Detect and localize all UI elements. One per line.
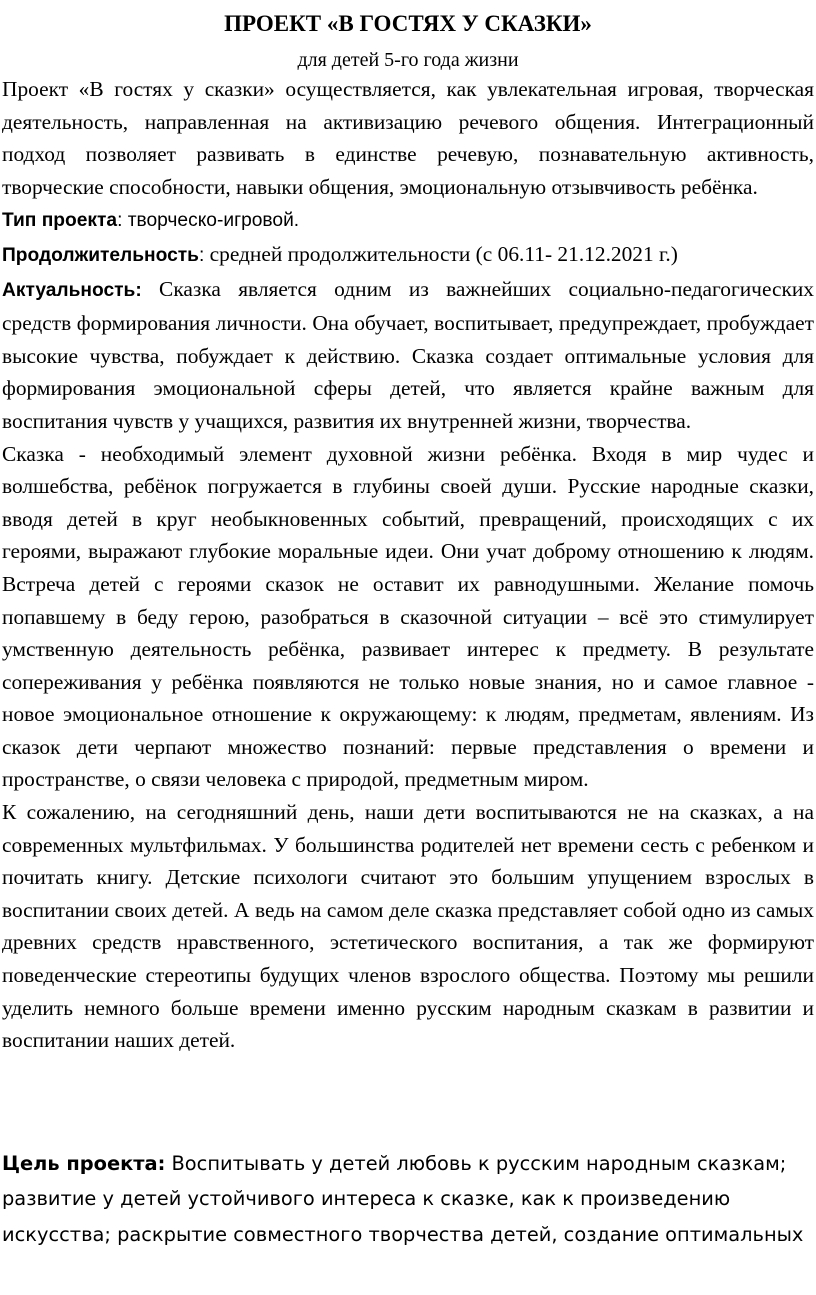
project-duration-line: [2, 238, 814, 273]
project-goal-section: [2, 1146, 814, 1252]
project-duration-label: Продолжительность: [2, 244, 199, 266]
project-duration-sep: :: [198, 244, 210, 266]
intro-paragraph: Проект «В гостях у сказки» осуществляется, как увлекательная игровая, творческая деятельность, направленная на активизацию речевого общения. Интеграционный подход позволяет развивать в единстве речевую, познавательную активность, творческие способности, навыки общения, эмоциональную отзывчивость ребёнка.: [2, 77, 814, 199]
page-subtitle: для детей 5-го года жизни: [297, 49, 519, 71]
page-title: ПРОЕКТ «В ГОСТЯХ У СКАЗКИ»: [224, 11, 592, 36]
goal-line-1: [2, 1146, 814, 1181]
project-duration-value: средней продолжительности (с 06.11- 21.12.2021 г.): [209, 241, 678, 266]
document-body: [2, 73, 814, 1057]
goal-text-line-1: Воспитывать у детей любовь к русским народным сказкам;: [165, 1152, 787, 1175]
relevance-text: Сказка является одним из важнейших социально-педагогических средств формирования личности. Она обучает, воспитывает, предупреждает, пробуждает высокие чувства, побуждает к действию. Сказка создает оптимальные условия для формирования эмоциональной сферы детей, что является крайне важным для воспитания чувств у учащихся, развития их внутренней жизни, творчества.: [2, 276, 814, 433]
fairy-tale-paragraph: Сказка - необходимый элемент духовной жизни ребёнка. Входя в мир чудес и волшебства, ребёнок погружается в глубины своей души. Русские народные сказки, вводя детей в круг необыкновенных событий, превращений, происходящих с их героями, выражают глубокие моральные идеи. Они учат доброму отношению к людям. Встреча детей с героями сказок не оставит их равнодушными. Желание помочь попавшему в беду герою, разобраться в сказочной ситуации – всё это стимулирует умственную деятельность ребёнка, развивает интерес к предмету. В результате сопереживания у ребёнка появляются не только новые знания, но и самое главное - новое эмоциональное отношение к окружающему: к людям, предметам, явлениям. Из сказок дети черпают множество познаний: первые представления о времени и пространстве, о связи человека с природой, предметным миром.: [2, 441, 814, 792]
relevance-paragraph: [2, 273, 814, 438]
goal-label: Цель проекта:: [2, 1152, 166, 1175]
project-type-sep: :: [117, 210, 128, 232]
project-type-value: творческо-игровой.: [127, 210, 300, 232]
relevance-label: Актуальность:: [2, 279, 142, 301]
project-type-line: [2, 203, 814, 238]
project-type-label: Тип проекта: [2, 210, 118, 232]
goal-line-3: искусства; раскрытие совместного творчества детей, создание оптимальных: [2, 1222, 804, 1246]
cartoons-paragraph: К сожалению, на сегодняшний день, наши дети воспитываются не на сказках, а на современных мультфильмах. У большинства родителей нет времени сесть с ребенком и почитать книгу. Детские психологи считают это большим упущением взрослых в воспитании своих детей. А ведь на самом деле сказка представляет собой одно из самых древних средств нравственного, эстетического воспитания, а так же формируют поведенческие стереотипы будущих членов взрослого общества. Поэтому мы решили уделить немного больше времени именно русским народным сказкам в развитии и воспитании наших детей.: [2, 800, 814, 1053]
goal-line-2: развитие у детей устойчивого интереса к сказке, как к произведению: [2, 1187, 731, 1211]
